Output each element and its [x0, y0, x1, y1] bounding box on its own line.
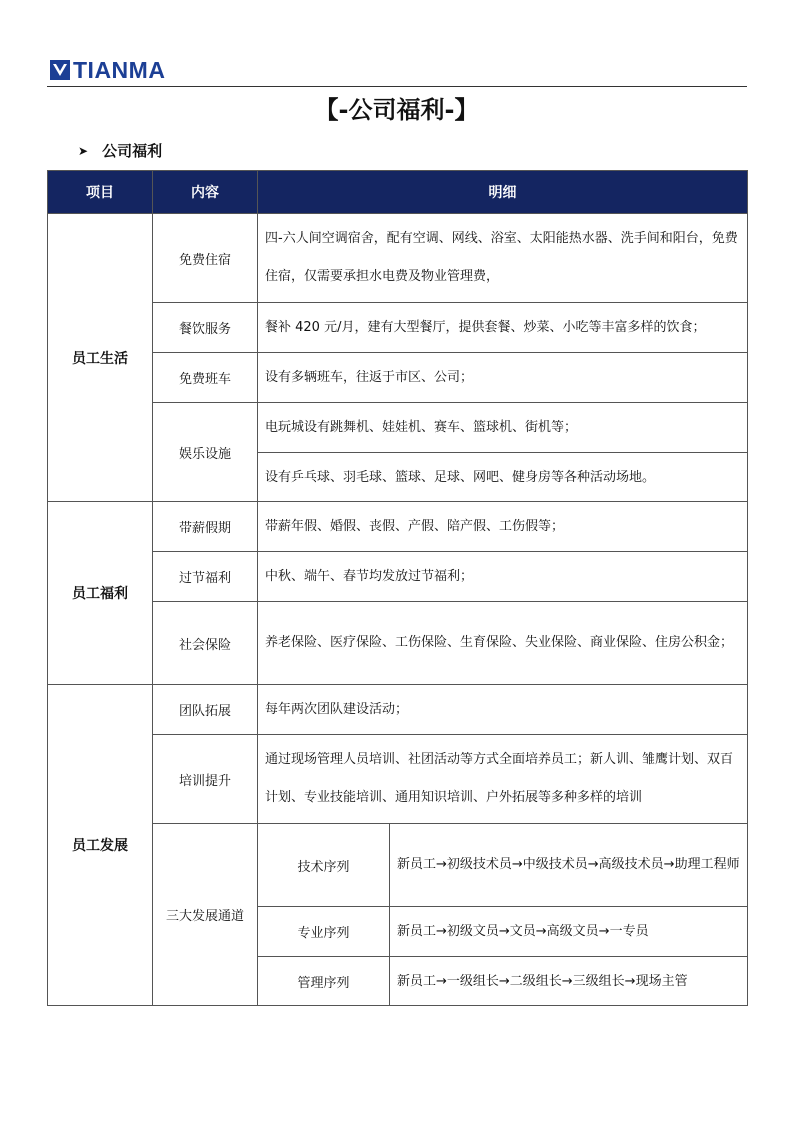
table-row: [48, 735, 748, 824]
path-professional: 新员工→初级文员→文员→高级文员→一专员: [390, 907, 748, 957]
logo-text: TIANMA: [73, 57, 166, 83]
item-festival: 过节福利: [153, 552, 258, 602]
path-management: 新员工→一级组长→二级组长→三级组长→现场主管: [390, 957, 748, 1006]
category-welfare: 员工福利: [48, 502, 153, 685]
table-row: [48, 602, 748, 685]
item-insurance: 社会保险: [153, 602, 258, 685]
item-shuttle: 免费班车: [153, 353, 258, 403]
header-content: 内容: [153, 171, 258, 214]
detail-entertainment-2: 设有乒乓球、羽毛球、篮球、足球、网吧、健身房等各种活动场地。: [258, 453, 748, 502]
tianma-logo-icon: [50, 60, 70, 80]
table-row: [48, 403, 748, 453]
detail-entertainment-1: 电玩城设有跳舞机、娃娃机、赛车、篮球机、街机等；: [258, 403, 748, 453]
item-housing: 免费住宿: [153, 214, 258, 303]
detail-team: 每年两次团队建设活动；: [258, 685, 748, 735]
company-logo: [50, 58, 165, 82]
item-dining: 餐饮服务: [153, 303, 258, 353]
table-row: [48, 552, 748, 602]
table-row: [48, 214, 748, 303]
detail-festival: 中秋、端午、春节均发放过节福利；: [258, 552, 748, 602]
detail-leave: 带薪年假、婚假、丧假、产假、陪产假、工伤假等；: [258, 502, 748, 552]
table-row: [48, 303, 748, 353]
item-channels: 三大发展通道: [153, 824, 258, 1006]
sequence-professional: 专业序列: [258, 907, 390, 957]
table-row: [48, 353, 748, 403]
table-row: [48, 502, 748, 552]
header-category: 项目: [48, 171, 153, 214]
header-divider: [47, 86, 747, 87]
item-entertainment: 娱乐设施: [153, 403, 258, 502]
benefits-table: [47, 170, 748, 1006]
detail-housing: 四-六人间空调宿舍，配有空调、网线、浴室、太阳能热水器、洗手间和阳台，免费住宿，仅需要承担水电费及物业管理费，: [258, 214, 748, 303]
category-life: 员工生活: [48, 214, 153, 502]
category-development: 员工发展: [48, 685, 153, 1006]
item-leave: 带薪假期: [153, 502, 258, 552]
table-row: [48, 824, 748, 907]
item-team: 团队拓展: [153, 685, 258, 735]
section-title: 公司福利: [102, 142, 163, 160]
detail-insurance: 养老保险、医疗保险、工伤保险、生育保险、失业保险、商业保险、住房公积金；: [258, 602, 748, 685]
detail-dining: 餐补 420 元/月，建有大型餐厅，提供套餐、炒菜、小吃等丰富多样的饮食；: [258, 303, 748, 353]
detail-shuttle: 设有多辆班车，往返于市区、公司；: [258, 353, 748, 403]
path-tech: 新员工→初级技术员→中级技术员→高级技术员→助理工程师: [390, 824, 748, 907]
arrow-bullet-icon: ➤: [78, 143, 89, 158]
table-row: [48, 685, 748, 735]
item-training: 培训提升: [153, 735, 258, 824]
table-header-row: [48, 171, 748, 214]
header-detail: 明细: [258, 171, 748, 214]
section-heading: [78, 140, 162, 161]
sequence-tech: 技术序列: [258, 824, 390, 907]
page-title: 【-公司福利-】: [314, 96, 479, 124]
sequence-management: 管理序列: [258, 957, 390, 1006]
detail-training: 通过现场管理人员培训、社团活动等方式全面培养员工；新人训、雏鹰计划、双百计划、专业技能培训、通用知识培训、户外拓展等多种多样的培训: [258, 735, 748, 824]
